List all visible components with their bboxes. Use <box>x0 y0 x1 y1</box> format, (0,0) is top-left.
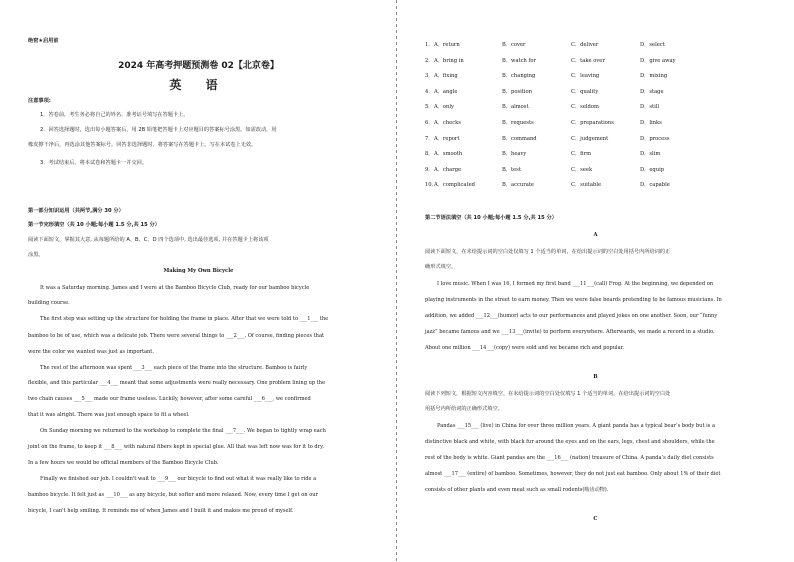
passage-line: joint on the frame, to keep it ___8___ with natural fibers kept in special glue. All that was left now was for it to dry. <box>28 444 324 450</box>
passage-line: About one million ___14___(copy) were sold and we became rich and popular. <box>425 345 625 351</box>
option-d: D．equip <box>640 166 665 173</box>
passage-line: consists of other plants and even meat such as small rodents(啮齿动物). <box>425 487 609 493</box>
passage-label-b: B <box>593 374 598 380</box>
passage-line: building course. <box>28 300 70 306</box>
secret-mark: 绝密★启用前 <box>28 38 59 44</box>
option-a: A．complicated <box>434 182 475 189</box>
option-number: 2． <box>425 57 434 64</box>
option-b: B．requests <box>502 120 534 126</box>
note-item: 橡皮擦干净后，再选涂其他答案标号。回答非选择题时，将答案写在答题卡上。写在本试卷上无效。 <box>28 142 257 148</box>
option-row <box>425 166 775 176</box>
option-number: 7． <box>425 135 434 142</box>
option-c: C．seek <box>571 166 593 173</box>
option-b: B．position <box>502 88 532 95</box>
option-row <box>425 181 775 191</box>
passage-line: rest of the body is white. Giant pandas are the ___16___ (nation) treasure of China. A panda’s daily diet consists <box>425 455 714 461</box>
option-a: A．charge <box>434 166 462 173</box>
passage-line: I love music. When I was 16, I formed my first band ___11___(call) Frog. At the beginning, we depended on <box>437 281 714 287</box>
instructions-line: 涂黑。 <box>28 252 44 258</box>
option-a: A．smooth <box>434 151 463 158</box>
option-b: B．cover <box>502 42 526 48</box>
option-d: D．process <box>640 135 670 142</box>
passage-line: The first step was setting up the structure for holding the frame in place. After that we were told to ___1___ the <box>40 316 329 322</box>
passage-line: bamboo bicycle. It felt just as ___10___ as any bicycle, but softer and more relaxed. Now, every time I get on our <box>28 492 318 498</box>
passage-line: addition, we added ___12___(humor) acts to our performances and played jokes on one another. Soon, our “funny <box>425 313 718 319</box>
option-d: D．give away <box>640 57 676 64</box>
option-row <box>425 72 775 82</box>
exam-title: 2024 年高考押题预测卷 02【北京卷】 <box>118 61 279 71</box>
instructions-line: 用括号内所给词的正确形式填空。 <box>425 406 503 412</box>
option-d: D．still <box>640 104 660 111</box>
passage-line: Pandas ___15___ (live) in China for over three million years. A giant panda has a typical bear’s body but is a <box>437 423 716 429</box>
option-number: 4． <box>425 88 434 95</box>
instructions-line: 确形式填空。 <box>425 264 457 270</box>
passage-line: In a few hours we would be official members of the Bamboo Bicycle Club. <box>28 460 219 466</box>
option-d: D．capable <box>640 182 670 189</box>
option-a: A．angle <box>434 88 458 95</box>
passage-label-c: C <box>593 516 598 522</box>
option-c: C．take over <box>571 57 605 64</box>
option-b: B．changing <box>502 73 536 80</box>
option-number: 8． <box>425 151 434 158</box>
passage-line: two chain causes ___5___ made our frame useless. Luckily, however, after some careful ___6___, we confirmed <box>28 396 311 402</box>
passage-title: Making My Own Bicycle <box>163 268 234 274</box>
note-item: 3．考试结束后，将本试卷和答题卡一并交回。 <box>40 160 148 166</box>
passage-line: distinctive black and white, with black fur around the eyes and on the ears, legs, chest and shoulders, while the <box>425 439 715 445</box>
option-a: A．bring in <box>434 57 464 64</box>
passage-line: Finally we finished our job. I couldn't wait to ___9___ our bicycle to find out what it was really like to ride a <box>40 476 317 482</box>
option-a: A．return <box>434 42 460 48</box>
option-row <box>425 135 775 145</box>
option-b: B．heavy <box>502 151 527 158</box>
option-row <box>425 103 775 113</box>
option-b: B．watch for <box>502 57 537 64</box>
option-d: D．select <box>640 42 665 48</box>
passage-line: that it was alright. There was just enough space to fit a wheel. <box>28 412 190 418</box>
instructions-line: 阅读下列短文，根据短文内容填空。在未给提示词的空白处仅填写 1 个适当的单词，在给出提示词的空白处 <box>425 391 671 397</box>
option-d: D．stage <box>640 88 664 95</box>
option-a: A．only <box>434 104 454 111</box>
passage-line: It was a Saturday morning. James and I were at the Bamboo Bicycle Club, ready for our bamboo bicycle <box>40 285 310 291</box>
part-heading: 第一部分知识运用（共两节,满分 30 分） <box>28 208 124 214</box>
option-c: C．preparations <box>571 120 614 126</box>
option-number: 6． <box>425 120 434 126</box>
notes-heading: 注意事项: <box>28 98 51 104</box>
passage-line: flexible, and this particular ___4___ meant that some adjustments were really necessary. One problem lining up the <box>28 380 326 386</box>
option-c: C．quality <box>571 88 599 95</box>
option-c: C．firm <box>571 151 592 158</box>
passage-line: were the color we wanted was just as important. <box>28 349 154 355</box>
section-heading: 第二节语法填空（共 10 小题;每小题 1.5 分,共 15 分） <box>425 215 557 221</box>
option-number: 1． <box>425 42 434 48</box>
option-c: C．suitable <box>571 182 602 189</box>
option-b: B．command <box>502 135 537 142</box>
option-number: 5． <box>425 104 434 111</box>
passage-line: almost ___17___ (entire) of bamboo. Sometimes, however, they do not just eat bamboo. Only about 1% of their diet <box>425 471 721 477</box>
note-item: 2．回答选择题时，选出每小题答案后，用 2B 铅笔把答题卡上对应题目的答案标号涂黑。如需改动，用 <box>40 127 277 133</box>
option-row <box>425 88 775 98</box>
option-c: C．judgement <box>571 135 609 142</box>
option-number: 10． <box>425 182 437 189</box>
option-d: D．mixing <box>640 73 668 80</box>
section-heading: 第一节完形填空（共 10 小题;每小题 1.5 分,共 15 分） <box>28 222 160 228</box>
option-row <box>425 57 775 67</box>
right-column <box>397 0 794 562</box>
option-d: D．slim <box>640 151 661 158</box>
instructions-line: 阅读下面短文，在未给提示词的空白处仅填写 1 个适当的单词，在给出提示词的空白处用括号内所给词的正 <box>425 249 671 255</box>
passage-line: bamboo to be of use, which was a delicate job. There were several things to ___2___. Of course, finding pieces that <box>28 333 325 339</box>
option-c: C．deliver <box>571 42 599 48</box>
option-b: B．test <box>502 166 521 173</box>
option-row <box>425 119 775 129</box>
option-b: B．accurate <box>502 182 534 189</box>
option-number: 9． <box>425 166 434 173</box>
option-row <box>425 41 775 51</box>
option-number: 3． <box>425 73 434 80</box>
option-row <box>425 150 775 160</box>
passage-line: On Sunday morning we returned to the workshop to complete the final ___7___. We began to tightly wrap each <box>40 428 326 434</box>
option-a: A．report <box>434 135 460 142</box>
option-d: D．links <box>640 120 662 126</box>
note-item: 1．答卷前，考生务必将自己的姓名、准考证号填写在答题卡上。 <box>40 112 189 118</box>
passage-line: The rest of the afternoon was spent ___3___ each piece of the frame into the structure. Bamboo is fairly <box>40 365 308 371</box>
passage-label-a: A <box>593 232 598 238</box>
option-a: A．checks <box>434 120 461 126</box>
subject-title: 英 语 <box>169 78 228 92</box>
option-c: C．leaving <box>571 73 600 80</box>
option-b: B．almost <box>502 104 529 111</box>
instructions-line: 阅读下面短文，掌握其大意, 从每题所给的 A、B、C、D 四个选项中, 选出最佳选项, 并在答题卡上将该项 <box>28 237 269 243</box>
passage-line: jazz” became famous and we ___13___(invite) to perform everywhere. Afterwards, we made a record in a studio. <box>425 329 715 335</box>
passage-line: playing instruments in the street to earn money. Then we were false beards pretending to be famous musicians. In <box>425 297 722 303</box>
option-a: A．fixing <box>434 73 458 80</box>
option-c: C．seldom <box>571 104 599 111</box>
passage-line: bicycle, I can't help smiling. It reminds me of when James and I built it and makes me proud of myself. <box>28 508 294 514</box>
